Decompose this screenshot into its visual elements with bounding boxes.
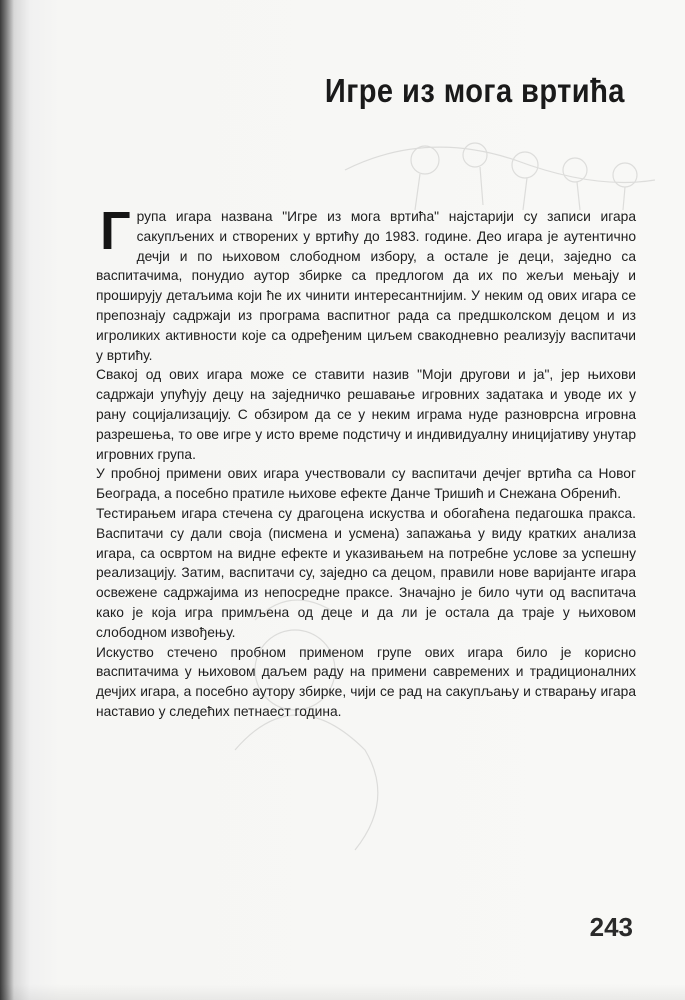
page-bottom-shadow bbox=[0, 984, 685, 1000]
paragraph bbox=[96, 201, 636, 365]
body-text bbox=[96, 201, 636, 722]
drop-cap: Г bbox=[100, 201, 131, 261]
paragraph: Искуство стечено пробном применом групе ових игара било је корисно васпитачима у њиховом даљем раду на примени савремених и традиционалних дечјих игара, а посебно аутору збирке, чији се рад на сакупљању и стварању игара наставио у следећих петнаест година. bbox=[96, 644, 636, 719]
paragraph: Тестирањем игара стечена су драгоцена искуства и обогаћена педагошка пракса. Васпитачи су дали своја (писмена и усмена) запажања у виду кратких анализа игара, са освртом на видне ефекте и указивањем на потребне услове за успешну реализацију. Затим, васпитачи су, заједно са децом, правили нове варијанте игара освежене садржајима из непосредне праксе. Значајно је било чути од васпитача како је која игра примљена од деце и да ли је остала да траје у њиховом слободном извођењу. bbox=[96, 505, 636, 640]
paragraph-text: рупа игара названа "Игре из мога вртића" најстарији су записи игара сакупљених и створених у вртићу до 1983. године. Део игара је аутентично дечји и по њиховом слободном избору, а остале је деци, заједно са васпитачима, понудио аутор збирке са предлогом да их по жељи мењају и проширују детаљима који ће их чинити интересантнијим. У неким од ових игара се препознају садржаји из програма васпитног рада са предшколском децом и из игроликих активности које са одређеним циљем свакодневно реализују васпитачи у вртићу. bbox=[96, 209, 636, 363]
paragraph: Свакој од ових игара може се ставити назив "Моји другови и ја", јер њихови садржаји упућују децу на заједничко решавање игровних задатака и уводе их у рану социјализацију. С обзиром да се у неким играма нуде разноврсна игровна разрешења, то ове игре у исто време подстичу и индивидуалну иницијативу унутар игровних група. bbox=[96, 367, 636, 462]
page-number: 243 bbox=[589, 912, 633, 942]
paragraph: У пробној примени ових игара учествовали су васпитачи дечјег вртића са Новог Београда, а посебно пратиле њихове ефекте Данче Тришић и Снежана Обренић. bbox=[96, 466, 636, 502]
page-title: Игре из мога вртића bbox=[325, 72, 625, 109]
